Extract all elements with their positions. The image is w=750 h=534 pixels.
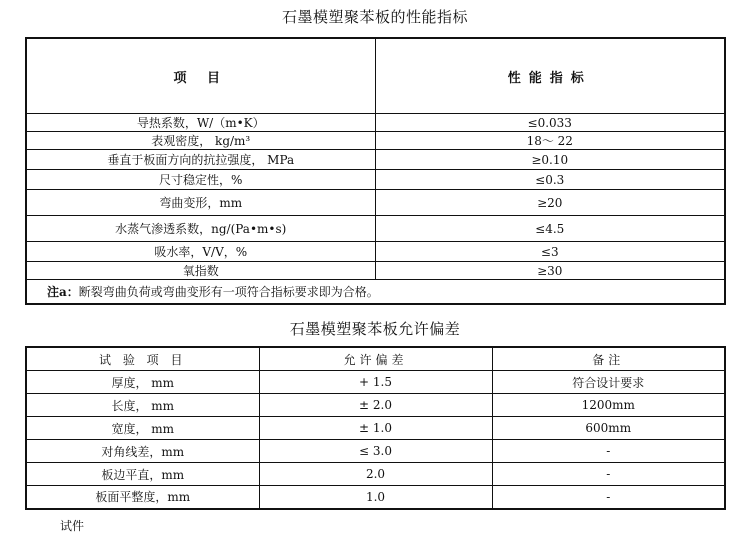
header-remark: 备注	[492, 347, 725, 371]
tolerance-cell: ± 2.0	[259, 394, 492, 417]
table-row	[26, 190, 725, 216]
value-cell: ≤0.3	[375, 170, 725, 190]
table-row	[26, 463, 725, 486]
footer-fragment: 试件	[60, 519, 85, 533]
tolerance-cell: ≤ 3.0	[259, 440, 492, 463]
value-cell: ≤0.033	[375, 114, 725, 132]
tolerance-table	[25, 346, 726, 510]
note-row	[26, 280, 725, 304]
value-cell: 18～ 22	[375, 132, 725, 150]
value-cell: ≤3	[375, 242, 725, 262]
table-row	[26, 132, 725, 150]
table-row	[26, 150, 725, 170]
table-header-row	[26, 347, 725, 371]
item-cell: 表观密度， kg/m³	[26, 132, 375, 150]
item-cell: 水蒸气渗透系数，ng/(Pa•m•s)	[26, 216, 375, 242]
item-cell: 对角线差，mm	[26, 440, 259, 463]
item-cell: 氧指数	[26, 262, 375, 280]
item-cell: 长度， mm	[26, 394, 259, 417]
item-cell: 板面平整度，mm	[26, 486, 259, 509]
tolerance-cell: + 1.5	[259, 371, 492, 394]
tolerance-cell: 1.0	[259, 486, 492, 509]
item-cell: 垂直于板面方向的抗拉强度， MPa	[26, 150, 375, 170]
table-row	[26, 417, 725, 440]
tolerance-cell: ± 1.0	[259, 417, 492, 440]
table-row	[26, 440, 725, 463]
value-cell: ≥20	[375, 190, 725, 216]
table-row	[26, 114, 725, 132]
item-cell: 导热系数，W/（m•K）	[26, 114, 375, 132]
table-row	[26, 170, 725, 190]
remark-cell: -	[492, 440, 725, 463]
value-cell: ≤4.5	[375, 216, 725, 242]
item-cell: 尺寸稳定性，%	[26, 170, 375, 190]
table-row	[26, 216, 725, 242]
table-row	[26, 262, 725, 280]
item-cell: 板边平直，mm	[26, 463, 259, 486]
header-tolerance: 允许偏差	[259, 347, 492, 371]
note-cell	[26, 280, 725, 304]
table1-title: 石墨模塑聚苯板的性能指标	[281, 8, 468, 26]
item-cell: 宽度， mm	[26, 417, 259, 440]
performance-table	[25, 37, 726, 305]
item-cell: 吸水率，V/V，%	[26, 242, 375, 262]
header-item: 项 目	[26, 38, 375, 114]
remark-cell: 符合设计要求	[492, 371, 725, 394]
remark-cell: 600mm	[492, 417, 725, 440]
remark-cell: -	[492, 463, 725, 486]
table2-title: 石墨模塑聚苯板允许偏差	[289, 320, 461, 338]
table-row	[26, 371, 725, 394]
remark-cell: -	[492, 486, 725, 509]
table-row	[26, 394, 725, 417]
table-row	[26, 486, 725, 509]
note-label: 注a：	[47, 284, 79, 299]
item-cell: 弯曲变形，mm	[26, 190, 375, 216]
note-text: 断裂弯曲负荷或弯曲变形有一项符合指标要求即为合格。	[78, 284, 379, 299]
value-cell: ≥30	[375, 262, 725, 280]
tolerance-cell: 2.0	[259, 463, 492, 486]
table-row	[26, 242, 725, 262]
table-header-row	[26, 38, 725, 114]
header-test-item: 试 验 项 目	[26, 347, 259, 371]
header-index: 性能指标	[375, 38, 725, 114]
remark-cell: 1200mm	[492, 394, 725, 417]
item-cell: 厚度， mm	[26, 371, 259, 394]
value-cell: ≥0.10	[375, 150, 725, 170]
